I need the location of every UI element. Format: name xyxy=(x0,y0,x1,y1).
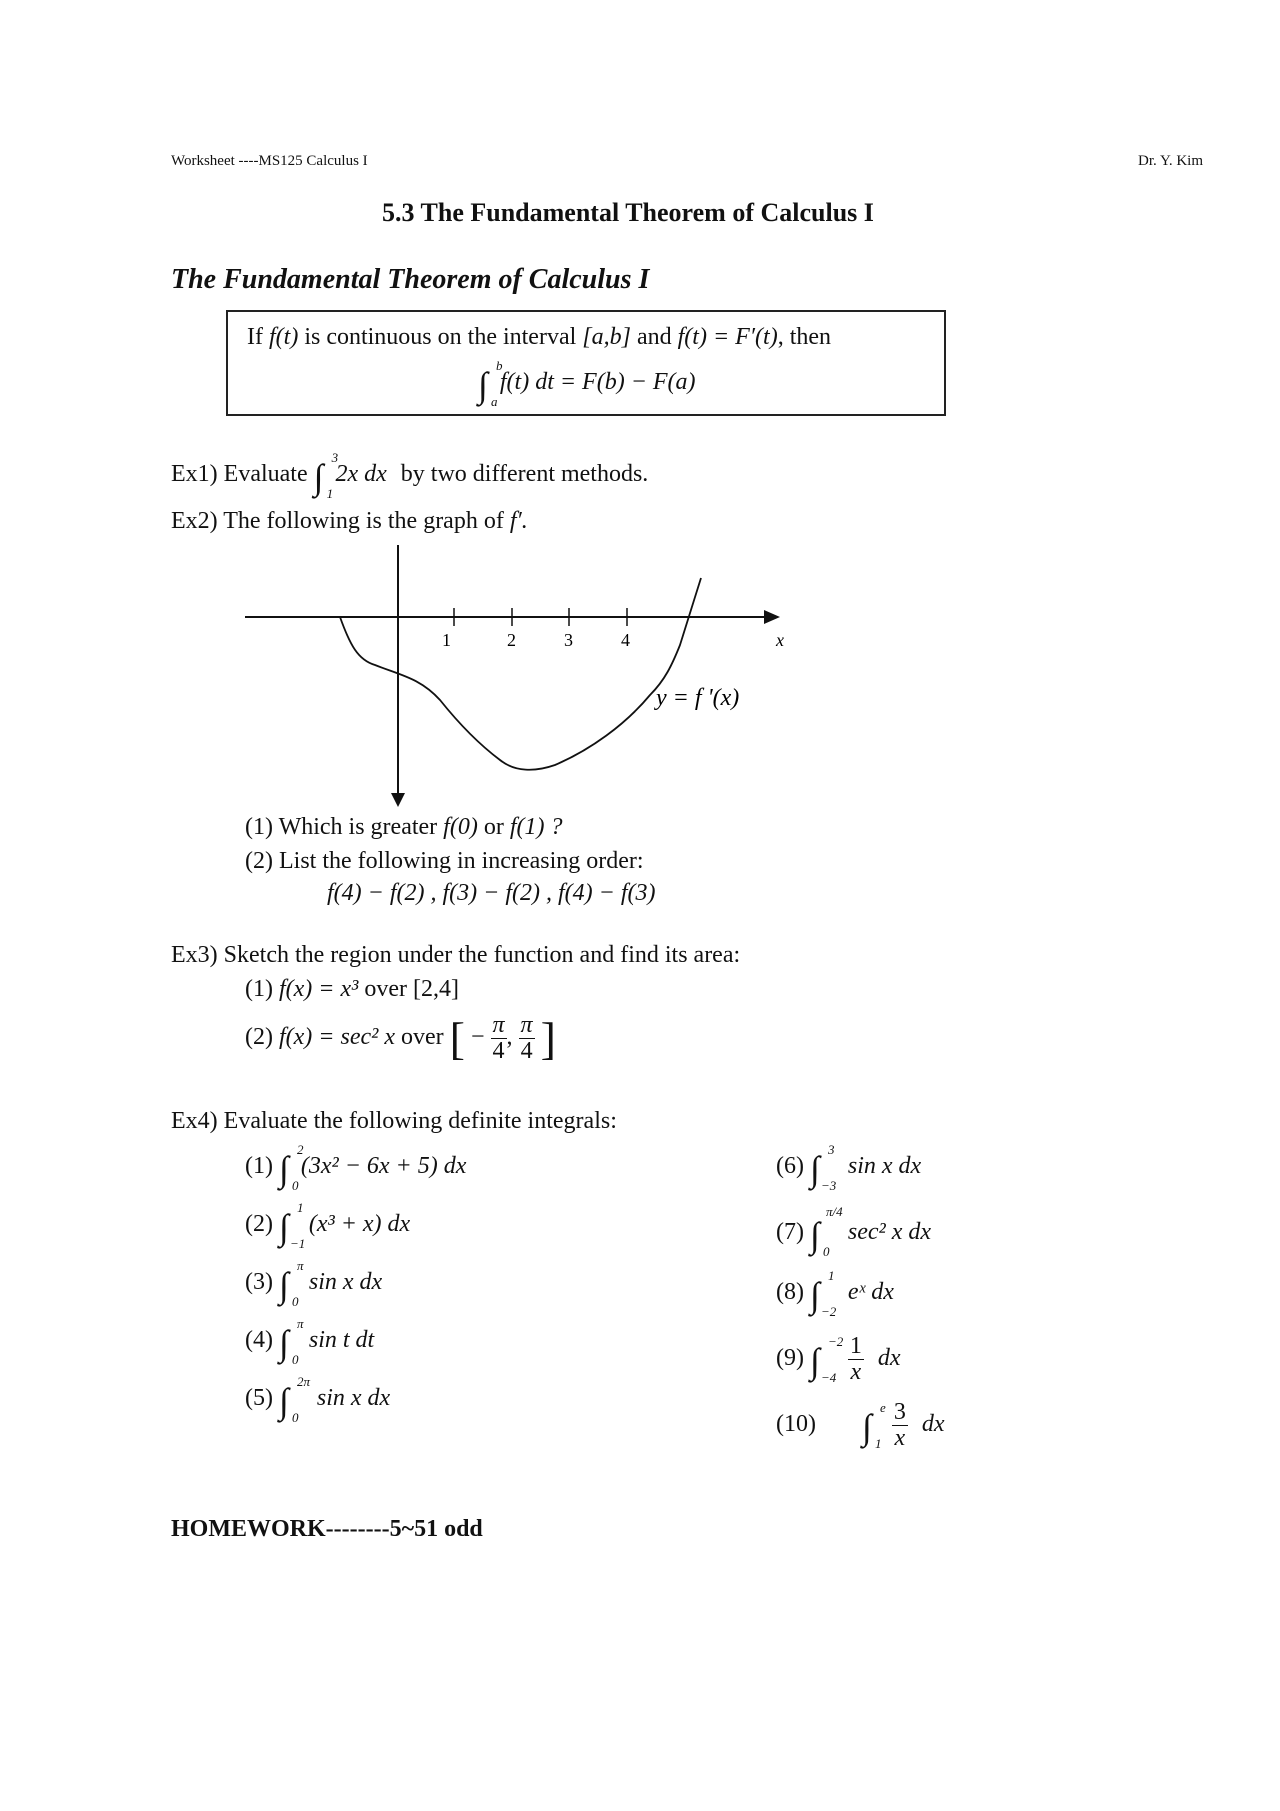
fraction: $\frac{3}{x}$ xyxy=(893,1399,906,1452)
ex2-q2-list: f(4) − f(2) , f(3) − f(2) , f(4) − f(3) xyxy=(327,880,656,906)
integral-sign: ∫ e 1 xyxy=(861,1400,886,1452)
homework: HOMEWORK--------5~51 odd xyxy=(171,1516,483,1542)
integral-sign: ∫ π 0 xyxy=(278,1258,304,1309)
integral-sign: ∫ 1 −2 xyxy=(809,1268,837,1319)
x-axis-arrow xyxy=(764,610,780,624)
ex3-part-2: (2) f(x) = sec² x over [ − $\frac{\pi}{4}$ , $\frac{\pi}{4}$ ] xyxy=(245,1011,556,1064)
header-right: Dr. Y. Kim xyxy=(1138,153,1204,169)
ex4-item-4: (4) ∫ π 0 sin t dt xyxy=(245,1316,375,1367)
theorem-line-1: If f(t) is continuous on the interval [a,b] and f(t) = F′(t), then xyxy=(247,324,832,350)
ex4-item-10: (10) ∫ e 1 $\frac{3}{x}$ dx xyxy=(776,1399,945,1452)
integral-sign: ∫ 2 0 xyxy=(278,1142,304,1193)
ex2-q1: (1) Which is greater f(0) or f(1) ? xyxy=(245,814,563,840)
ex2-q2: (2) List the following in increasing order: xyxy=(245,848,644,874)
integral-sign: ∫ π/4 0 xyxy=(809,1204,843,1259)
ex1: Ex1) Evaluate ∫ 3 1 2x dx by two different methods. xyxy=(171,450,649,501)
ex4-item-3: (3) ∫ π 0 sin x dx xyxy=(245,1258,383,1309)
fraction: $\frac{1}{x}$ xyxy=(849,1333,862,1386)
x-tick-label-2: 2 xyxy=(507,630,516,650)
curve-label: y = f '(x) xyxy=(656,685,740,711)
fprime-curve xyxy=(340,578,701,770)
ex3-part-1: (1) f(x) = x³ over [2,4] xyxy=(245,976,459,1002)
fraction: $\frac{\pi}{4}$ xyxy=(520,1011,533,1064)
ex4-item-1: (1) ∫ 2 0 (3x² − 6x + 5) dx xyxy=(245,1142,467,1193)
integral-sign: ∫ 1 −1 xyxy=(278,1200,306,1251)
page-title: 5.3 The Fundamental Theorem of Calculus I xyxy=(382,198,874,227)
fraction: $\frac{\pi}{4}$ xyxy=(492,1011,505,1064)
ex4-item-5: (5) ∫ 2π 0 sin x dx xyxy=(245,1374,391,1425)
y-axis-arrow xyxy=(391,793,405,807)
ex4-item-2: (2) ∫ 1 −1 (x³ + x) dx xyxy=(245,1200,411,1251)
ex3-label: Ex3) Sketch the region under the function and find its area: xyxy=(171,942,741,968)
section-title: The Fundamental Theorem of Calculus I xyxy=(171,264,650,295)
ex4-item-7: (7) ∫ π/4 0 sec² x dx xyxy=(776,1204,932,1259)
ex4-label: Ex4) Evaluate the following definite integrals: xyxy=(171,1108,617,1134)
integral-sign: ∫ π 0 xyxy=(278,1316,304,1367)
ex4-item-9: (9) ∫ −2 −4 $\frac{1}{x}$ dx xyxy=(776,1333,901,1386)
integral-sign: ∫ 3 −3 xyxy=(809,1142,837,1193)
x-tick-label-4: 4 xyxy=(621,630,630,650)
ex4-item-6: (6) ∫ 3 −3 sin x dx xyxy=(776,1142,922,1193)
integral-sign: ∫ 2π 0 xyxy=(278,1374,310,1425)
x-tick-label-3: 3 xyxy=(564,630,573,650)
integral-sign: ∫ −2 −4 xyxy=(809,1334,844,1386)
header-left: Worksheet ----MS125 Calculus I xyxy=(171,153,368,169)
integral-sign: ∫ b a xyxy=(478,358,503,409)
x-axis-label: x xyxy=(776,630,784,650)
theorem-line-2: ∫ b a f(t) dt = F(b) − F(a) xyxy=(478,358,696,409)
ex4-item-8: (8) ∫ 1 −2 eˣ dx xyxy=(776,1268,894,1319)
integral-sign: ∫ 3 1 xyxy=(313,450,339,501)
ex2-label: Ex2) The following is the graph of f′. xyxy=(171,508,528,534)
x-tick-label-1: 1 xyxy=(442,630,451,650)
